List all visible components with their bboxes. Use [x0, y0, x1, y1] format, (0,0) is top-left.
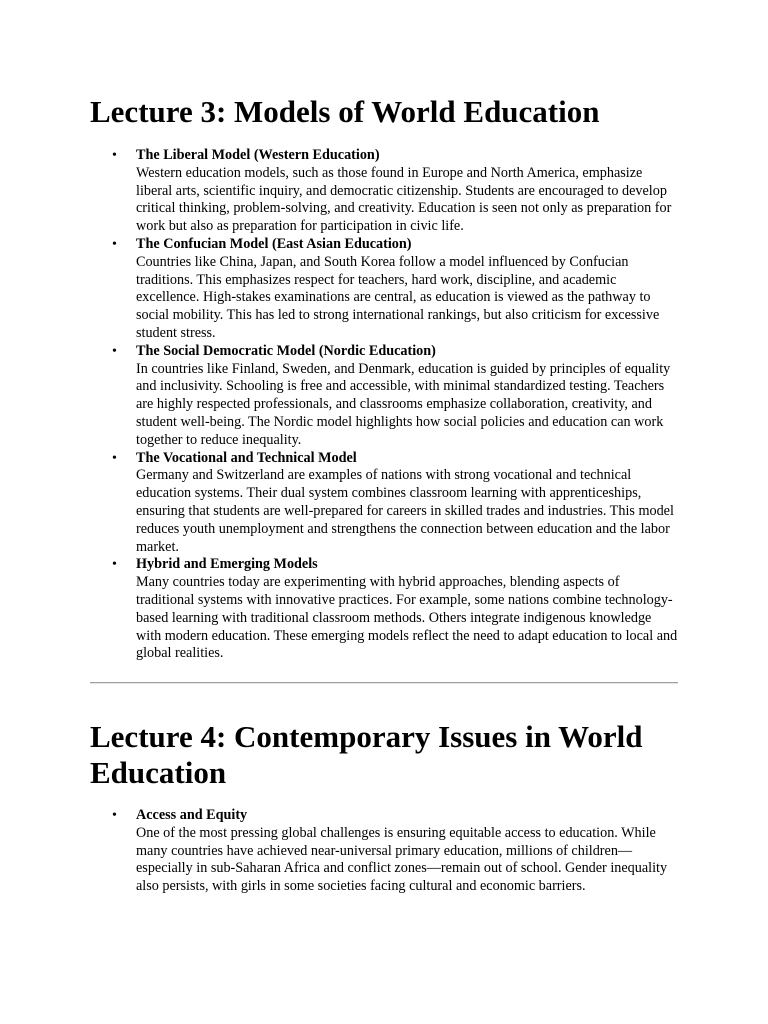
item-body: Countries like China, Japan, and South Korea follow a model influenced by Confucian traditions. This emphasizes respect for teachers, hard work, discipline, and academic excellence. High-stakes examinations are central, as education is viewed as the pathway to social mobility. This has led to strong international rankings, but also criticism for excessive student stress. [136, 253, 660, 341]
item-title: The Liberal Model (Western Education) [136, 147, 380, 163]
lecture-3-list [90, 147, 680, 663]
lecture-4-heading: Lecture 4: Contemporary Issues in World Education [90, 719, 643, 790]
bullet-icon: • [112, 148, 117, 163]
bullet-icon: • [112, 236, 117, 252]
lecture-3-heading: Lecture 3: Models of World Education [90, 94, 600, 129]
bullet-icon: • [112, 450, 117, 466]
item-body: Germany and Switzerland are examples of nations with strong vocational and technical education systems. Their dual system combines classroom learning with apprenticeships, ensuring that students are well-prepared for careers in skilled trades and industries. This model reduces youth unemployment and strengthens the connection between education and the labor market. [136, 467, 674, 555]
list-item [90, 807, 680, 896]
item-title: Hybrid and Emerging Models [136, 556, 318, 573]
item-title: The Confucian Model (East Asian Education) [136, 235, 412, 252]
lecture-4-list [90, 807, 680, 896]
bullet-icon: • [112, 808, 117, 823]
bullet-icon: • [112, 557, 117, 573]
item-body: Many countries today are experimenting with hybrid approaches, blending aspects of traditional systems with innovative practices. For example, some nations combine technology-based learning with traditional classroom methods. Others integrate indigenous knowledge with modern education. These emerging models reflect the need to adapt education to local and global realities. [136, 574, 678, 662]
item-body: Western education models, such as those found in Europe and North America, emphasize liberal arts, scientific inquiry, and democratic citizenship. Students are encouraged to develop critical thinking, problem-solving, and creativity. Education is seen not only as preparation for work but also as preparation for participation in civic life. [136, 164, 672, 235]
list-item [90, 556, 680, 663]
item-body: One of the most pressing global challenges is ensuring equitable access to education. While many countries have achieved near-universal primary education, millions of children—especially in sub-Saharan Africa and conflict zones—remain out of school. Gender inequality also persists, with girls in some societies facing cultural and economic barriers. [136, 824, 668, 895]
list-item [90, 450, 680, 557]
list-item [90, 236, 680, 343]
item-title: The Social Democratic Model (Nordic Education) [136, 342, 436, 359]
item-title: Access and Equity [136, 807, 248, 823]
item-body: In countries like Finland, Sweden, and Denmark, education is guided by principles of equality and inclusivity. Schooling is free and accessible, with minimal standardized testing. Teachers are highly respected professionals, and classrooms emphasize collaboration, creativity, and student well-being. The Nordic model highlights how social policies and education can work together to reduce inequality. [136, 360, 671, 448]
list-item [90, 343, 680, 450]
item-title: The Vocational and Technical Model [136, 449, 357, 466]
bullet-icon: • [112, 343, 117, 359]
list-item [90, 147, 680, 236]
section-divider [90, 682, 678, 684]
